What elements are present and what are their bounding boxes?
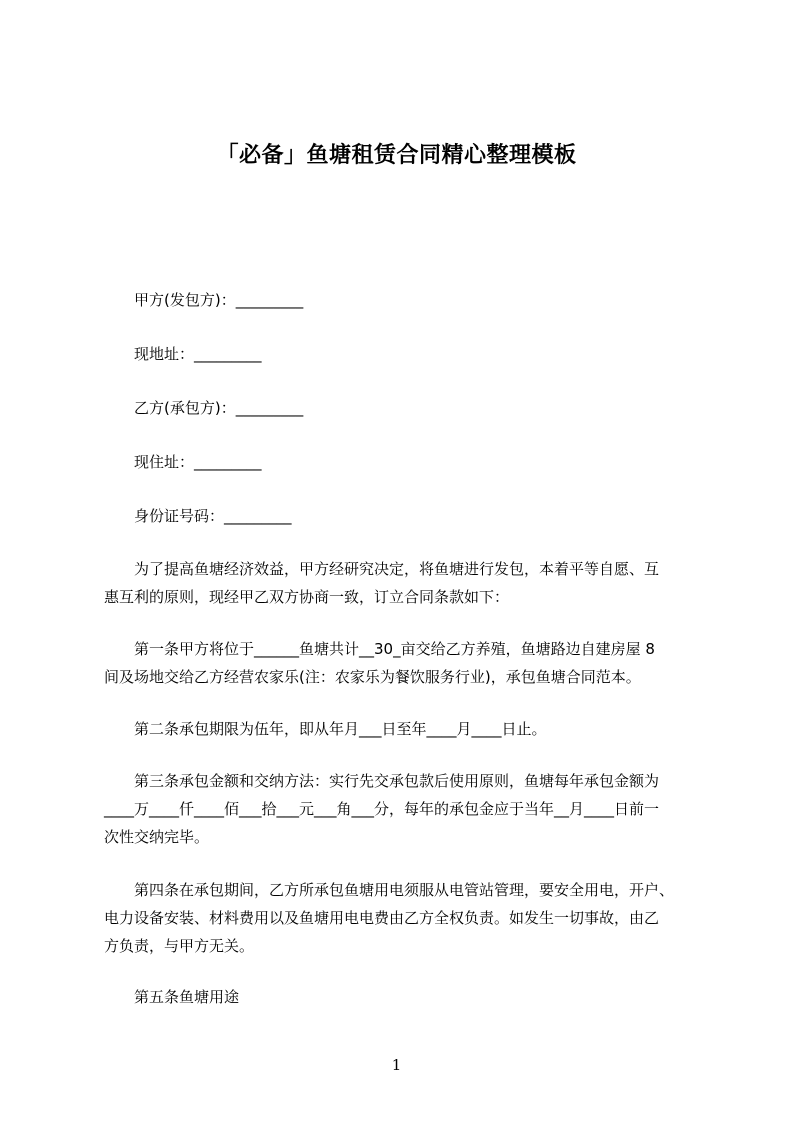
field-blank: _________ bbox=[235, 291, 304, 309]
document-title: 「必备」鱼塘租赁合同精心整理模板 bbox=[216, 143, 577, 168]
field-blank: _________ bbox=[194, 345, 262, 363]
field-label: 乙方(承包方)： bbox=[134, 399, 236, 417]
field-label: 现地址： bbox=[134, 345, 195, 363]
paragraph-article-4: 第四条在承包期间，乙方所承包鱼塘用电须服从电管站管理，要安全用电，开户、 电力设备安装、材料费用以及鱼塘用电电费由乙方全权负责。如发生一切事故，由乙 方负责，与甲方无关。 bbox=[104, 881, 675, 955]
paragraph-article-5: 第五条鱼塘用途 bbox=[134, 988, 240, 1006]
field-party-a bbox=[104, 286, 704, 314]
field-label: 身份证号码： bbox=[134, 507, 225, 525]
field-label: 甲方(发包方)： bbox=[134, 291, 236, 309]
field-label: 现住址： bbox=[134, 453, 195, 471]
paragraph-article-3: 第三条承包金额和交纳方法：实行先交承包款后使用原则，鱼塘每年承包金额为 ____万____仟____佰___拾___元___角___分，每年的承包金应于当年__月____日前一 次性交纳完毕。 bbox=[104, 772, 660, 846]
field-blank: _________ bbox=[235, 399, 304, 417]
paragraph-article-2: 第二条承包期限为伍年，即从年月___日至年____月____日止。 bbox=[134, 720, 547, 738]
field-blank: _________ bbox=[194, 453, 262, 471]
field-party-b bbox=[104, 394, 704, 422]
field-blank: _________ bbox=[224, 507, 292, 525]
field-party-b-address bbox=[104, 448, 704, 476]
paragraph-preamble: 为了提高鱼塘经济效益，甲方经研究决定，将鱼塘进行发包，本着平等自愿、互 惠互利的原则，现经甲乙双方协商一致，订立合同条款如下： bbox=[104, 560, 660, 606]
field-id-number bbox=[104, 502, 704, 530]
page-number: 1 bbox=[391, 1056, 402, 1074]
field-party-a-address bbox=[104, 340, 704, 368]
paragraph-article-1: 第一条甲方将位于______鱼塘共计__30_亩交给乙方养殖，鱼塘路边自建房屋 8 间及场地交给乙方经营农家乐(注：农家乐为餐饮服务行业)，承包鱼塘合同范本。 bbox=[104, 640, 655, 686]
